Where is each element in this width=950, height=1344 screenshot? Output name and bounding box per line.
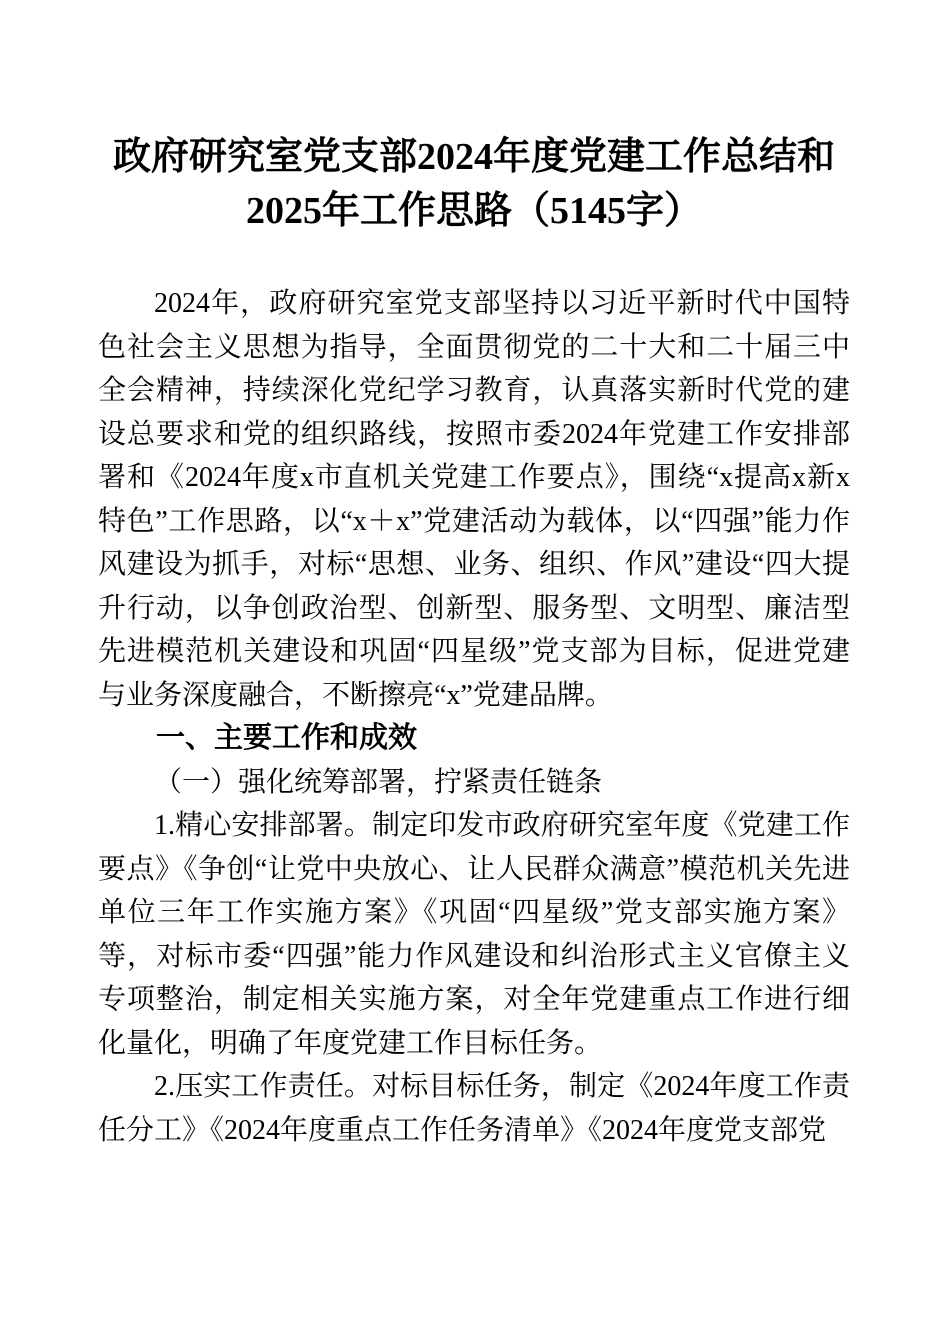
paragraph: 2.压实工作责任。对标目标任务，制定《2024年度工作责任分工》《2024年度重点工作任务清单》《2024年度党支部党 — [98, 1071, 850, 1146]
document-content — [98, 130, 850, 1152]
paragraph: 1.精心安排部署。制定印发市政府研究室年度《党建工作要点》《争创“让党中央放心、让人民群众满意”模范机关先进单位三年工作实施方案》《巩固“四星级”党支部实施方案》等，对标市委“四强”能力作风建设和纠治形式主义官僚主义专项整治，制定相关实施方案，对全年党建重点工作进行细化量化，明确了年度党建工作目标任务。 — [98, 810, 850, 1059]
document-title-line-1: 政府研究室党支部2024年度党建工作总结和 — [112, 136, 835, 178]
paragraph: 2024年，政府研究室党支部坚持以习近平新时代中国特色社会主义思想为指导，全面贯彻党的二十大和二十届三中全会精神，持续深化党纪学习教育，认真落实新时代党的建设总要求和党的组织路线，按照市委2024年党建工作安排部署和《2024年度x市直机关党建工作要点》，围绕“x提高x新x特色”工作思路，以“x＋x”党建活动为载体，以“四强”能力作风建设为抓手，对标“思想、业务、组织、作风”建设“四大提升行动，以争创政治型、创新型、服务型、文明型、廉洁型先进模范机关建设和巩固“四星级”党支部为目标，促进党建与业务深度融合，不断擦亮“x”党建品牌。 — [98, 288, 850, 711]
subsection-heading: （一）强化统筹部署，拧紧责任链条 — [154, 766, 603, 798]
document-body — [98, 282, 850, 1152]
section-heading: 一、主要工作和成效 — [156, 722, 418, 754]
document-title-line-2: 2025年工作思路（5145字） — [245, 190, 702, 232]
document-title — [98, 130, 850, 238]
